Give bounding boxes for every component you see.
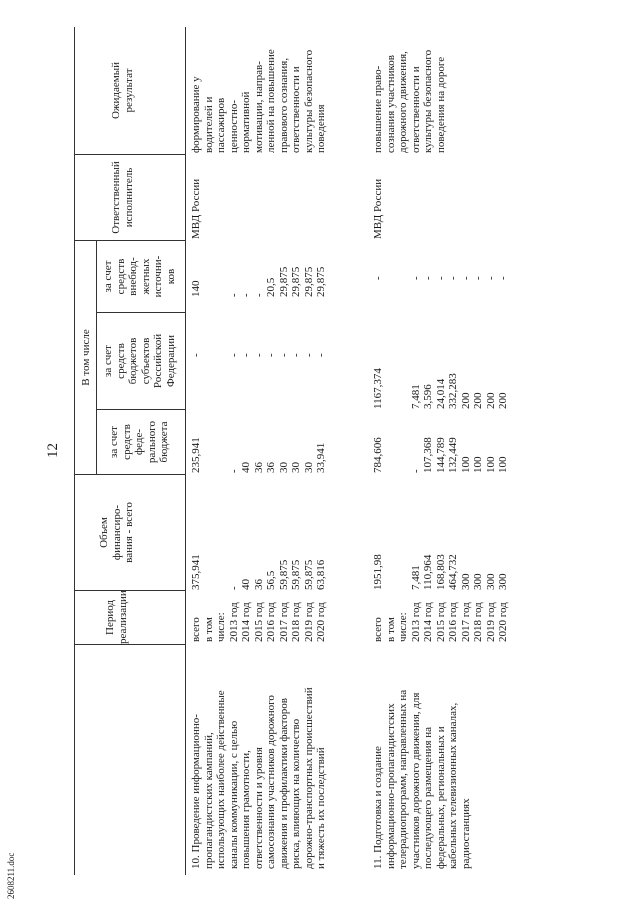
row-11-federal: 784,606 - 107,368 144,789 132,449 100 100 100 100 [372,437,509,473]
including-divider [96,241,97,475]
row-10-description: 10. Проведение информационно- пропагандистских кампаний, использующих наиболее действенные каналы коммуникации, с целью повышения грамотности, ответственности и уровня самосознания участников дорожного движения и профилактики факторов риска, влияющих на количество дорожно-транспортных происшествий и тяжесть их последствий [190,687,327,869]
header-executor: Ответственный исполнитель [110,161,135,234]
header-period: Период реализации [104,590,129,644]
row-10-federal: 235,941 - 40 36 36 30 30 30 33,941 [190,437,327,473]
header-including: В том числе [80,329,92,386]
file-note: 2608211.doc [6,852,16,899]
row-10-period: всего в том числе: 2013 год 2014 год 2015 год 2016 год 2017 год 2018 год 2019 год 2020 год [190,602,327,642]
col-divider-1 [74,644,185,645]
header-volume: Объем финансиро- вания - всего [98,502,135,563]
header-result: Ожидаемый результат [110,61,135,120]
row-11-description: 11. Подготовка и создание информационно-пропагандистских телерадиопрограмм, направленных на участников дорожного движения, для последующего размещения на федеральных, региональных и кабельных телевизионных каналах, радиостанциях [372,689,472,869]
row-11-extra: - - - - - - - - - [372,276,509,280]
row-11-regional: 1167,374 7,481 3,596 24,014 332,283 200 200 200 200 [372,368,509,409]
row-10-volume: 375,941 - 40 36 56,5 59,875 59,875 59,875 63,816 [190,554,327,590]
col-divider-2 [74,590,185,591]
page-number: 12 [45,443,61,458]
row-11-volume: 1951,98 7,481 110,964 168,803 464,732 300 300 300 300 [372,554,509,590]
row-10-regional: - - - - - - - - - [190,353,327,357]
row-11-executor: МВД России [372,178,384,239]
row-10-executor: МВД России [190,178,202,239]
row-10-result: формирование у водителей и пассажиров ценностно- нормативной мотивации, направ- ленной на повышение правового сознания, ответственности и культуры безопасного поведения [190,49,327,153]
row-11-result: повышение право- сознания участников дорожного движения, ответственности и культуры безопасного поведения на дороге [372,49,447,153]
row-10-extra: 140 - - - 20,5 29,875 29,875 29,875 29,875 [190,266,327,297]
header-bottom-border [185,27,186,875]
header-extra: за счет средств внебюд- жетных источни- ков [102,255,177,298]
header-regional: за счет средств бюджетов субъектов Российской Федерации [102,333,177,389]
header-federal: за счет средств феде- рального бюджета [108,420,170,464]
row-11-period: всего в том числе: 2013 год 2014 год 2015 год 2016 год 2017 год 2018 год 2019 год 2020 год [372,602,509,642]
